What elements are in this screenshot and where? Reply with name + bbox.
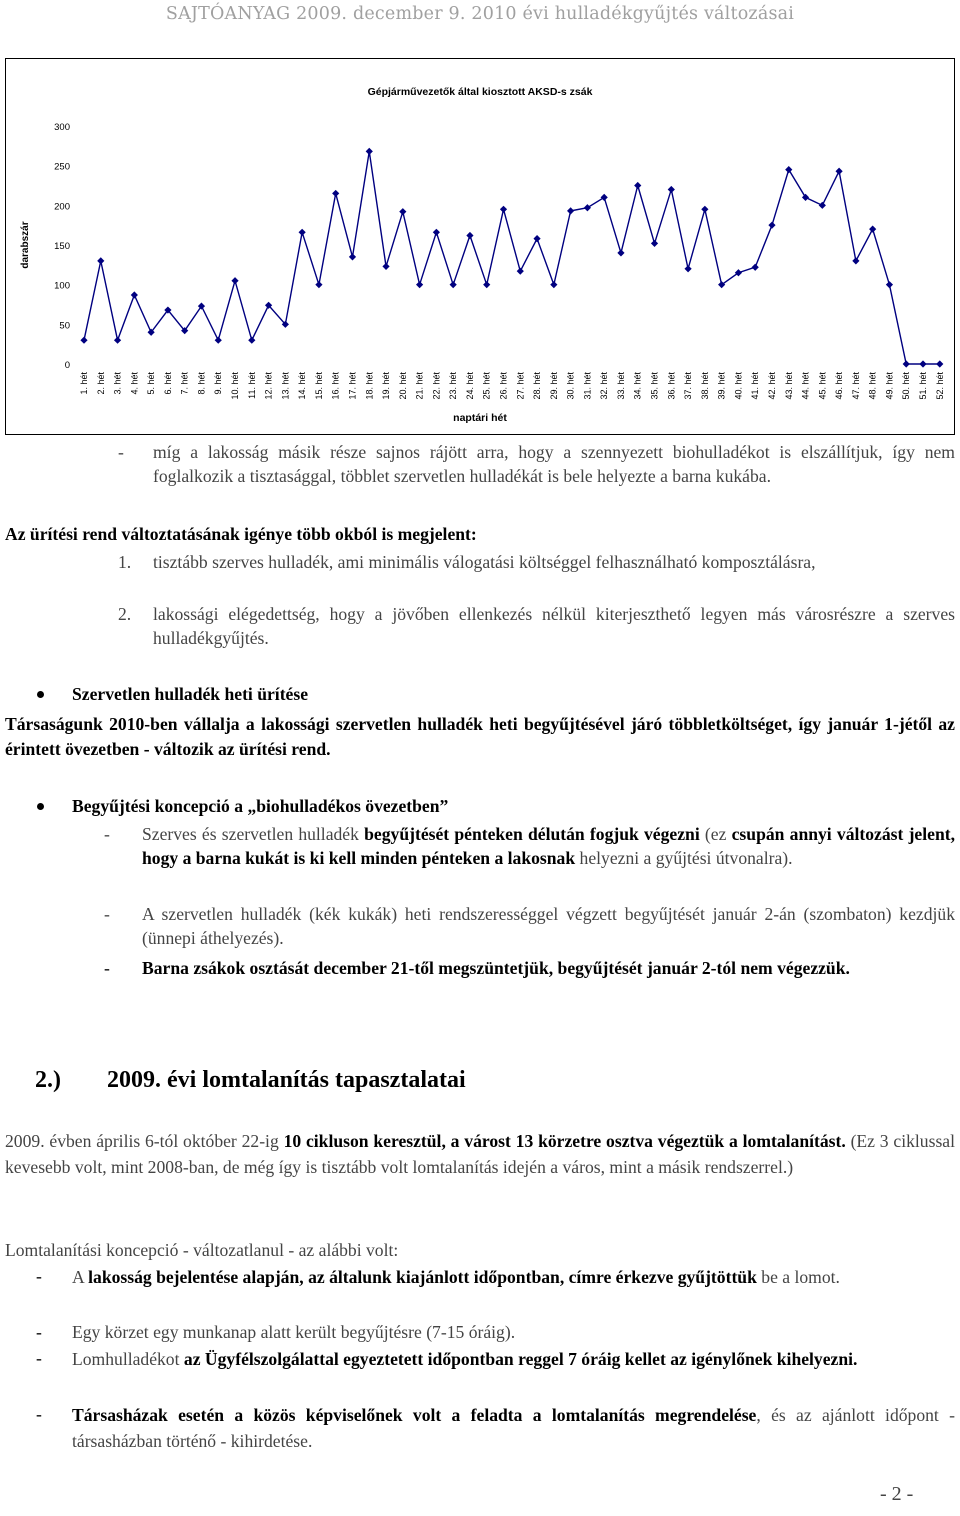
data-point bbox=[668, 186, 675, 193]
dash-marker: - bbox=[104, 904, 110, 924]
x-tick-label: 37. hét bbox=[683, 372, 694, 400]
dash-marker: - bbox=[36, 1404, 42, 1424]
text-run: Lomhulladékot bbox=[72, 1349, 184, 1369]
list-item-friday-collection bbox=[142, 822, 955, 870]
document-header: SAJTÓANYAG 2009. december 9. 2010 évi hulladékgyűjtés változásai bbox=[165, 4, 795, 24]
list-item-one-district: Egy körzet egy munkanap alatt került begyűjtésre (7-15 óráig). bbox=[72, 1322, 516, 1342]
data-point bbox=[483, 281, 490, 288]
data-point bbox=[617, 249, 624, 256]
data-point bbox=[114, 337, 121, 344]
data-point bbox=[97, 257, 104, 264]
paragraph-inorganic: Társaságunk 2010-ben vállalja a lakossági szervetlen hulladék heti begyűjtésével járó többletköltséget, így január 1-jétől az érintett övezetben - változik az ürítési rend. bbox=[5, 714, 955, 759]
x-tick-label: 21. hét bbox=[414, 372, 425, 400]
data-point bbox=[450, 281, 457, 288]
x-tick-label: 47. hét bbox=[850, 372, 861, 400]
y-tick-label: 0 bbox=[64, 360, 70, 371]
dash-marker: - bbox=[104, 824, 110, 844]
data-point bbox=[433, 229, 440, 236]
data-point bbox=[332, 190, 339, 197]
x-tick-label: 41. hét bbox=[750, 372, 761, 400]
data-point bbox=[634, 182, 641, 189]
data-point bbox=[550, 281, 557, 288]
y-axis-label: darabszár bbox=[20, 221, 31, 269]
x-tick-label: 23. hét bbox=[448, 372, 459, 400]
data-point bbox=[869, 226, 876, 233]
x-tick-label: 5. hét bbox=[146, 372, 157, 395]
x-tick-label: 2. hét bbox=[95, 372, 106, 395]
x-tick-label: 43. hét bbox=[783, 372, 794, 400]
x-tick-label: 18. hét bbox=[364, 372, 375, 400]
paragraph-1: míg a lakosság másik része sajnos rájött arra, hogy a szennyezett biohulladékot is elszállítjuk, így nem foglalkozik a tisztasággal, többlet szervetlen hulladékát is bele helyezte a barna kukába. bbox=[153, 442, 955, 486]
text-run-bold: az Ügyfélszolgálattal egyeztetett időpontban reggel 7 óráig kellet az igénylőnek kihelyezni. bbox=[183, 1349, 858, 1369]
data-point bbox=[802, 194, 809, 201]
x-tick-label: 25. hét bbox=[481, 372, 492, 400]
data-point bbox=[819, 202, 826, 209]
x-tick-label: 15. hét bbox=[313, 372, 324, 400]
dash-marker: - bbox=[104, 958, 110, 978]
chart-title: Gépjárművezetők által kiosztott AKSD-s zsák bbox=[367, 86, 593, 98]
bullet-icon bbox=[37, 803, 44, 810]
text-run-bold: csupán annyi változást jelent, hogy a barna kukát is ki kell minden pénteken a lakosnak bbox=[142, 824, 955, 868]
x-tick-label: 39. hét bbox=[716, 372, 727, 400]
data-point bbox=[517, 268, 524, 275]
x-tick-label: 3. hét bbox=[112, 372, 123, 395]
numbered-item-2: lakossági elégedettség, hogy a jövőben ellenkezés nélkül kiterjeszthető legyen más városrészre a szerves hulladékgyűjtés. bbox=[153, 604, 955, 648]
data-point bbox=[785, 166, 792, 173]
data-point bbox=[903, 360, 910, 367]
x-tick-label: 52. hét bbox=[934, 372, 945, 400]
data-point bbox=[382, 263, 389, 270]
x-tick-label: 45. hét bbox=[817, 372, 828, 400]
paragraph-concept: Lomtalanítási koncepció - változatlanul - az alábbi volt: bbox=[5, 1240, 399, 1260]
text-run: (Ez 3 ciklussal kevesebb volt, mint 2008-ban, de még így is tisztább volt lomtalanítás idején a város, mint a másik rendszerrel.) bbox=[5, 1131, 955, 1177]
x-tick-label: 31. hét bbox=[582, 372, 593, 400]
x-tick-label: 30. hét bbox=[565, 372, 576, 400]
data-point bbox=[584, 204, 591, 211]
data-point bbox=[684, 265, 691, 272]
text-run: (ez bbox=[699, 824, 732, 844]
section-number: 2.) bbox=[35, 1067, 61, 1093]
list-item-registration bbox=[72, 1264, 955, 1290]
list-item-condominiums bbox=[72, 1402, 955, 1454]
data-point bbox=[768, 222, 775, 229]
data-point bbox=[349, 253, 356, 260]
y-tick-label: 300 bbox=[54, 122, 70, 133]
list-number-2: 2. bbox=[118, 604, 132, 624]
data-point bbox=[852, 257, 859, 264]
dash-marker: - bbox=[118, 442, 124, 462]
data-point bbox=[366, 148, 373, 155]
y-tick-label: 200 bbox=[54, 201, 70, 213]
line-chart bbox=[5, 58, 955, 435]
chart-svg bbox=[6, 59, 954, 434]
data-point bbox=[315, 281, 322, 288]
bullet-title-collection: Begyűjtési koncepció a „biohulladékos övezetben” bbox=[72, 796, 449, 816]
x-tick-label: 48. hét bbox=[867, 372, 878, 400]
data-point bbox=[919, 360, 926, 367]
list-item-placement bbox=[72, 1346, 955, 1372]
x-tick-label: 28. hét bbox=[532, 372, 543, 400]
section-title: 2009. évi lomtalanítás tapasztalatai bbox=[107, 1067, 466, 1093]
x-tick-label: 4. hét bbox=[129, 372, 140, 395]
data-point bbox=[701, 206, 708, 213]
list-number-1: 1. bbox=[118, 552, 132, 572]
x-tick-label: 49. hét bbox=[884, 372, 895, 400]
x-tick-label: 12. hét bbox=[263, 372, 274, 400]
dash-marker: - bbox=[36, 1266, 42, 1286]
data-point bbox=[416, 281, 423, 288]
text-run: be a lomot. bbox=[756, 1267, 840, 1287]
text-run: helyezni a gyűjtési útvonalra). bbox=[575, 848, 793, 868]
data-point bbox=[936, 360, 943, 367]
x-tick-label: 16. hét bbox=[330, 372, 341, 400]
data-point bbox=[248, 337, 255, 344]
page-number: - 2 - bbox=[880, 1483, 914, 1505]
x-tick-label: 33. hét bbox=[615, 372, 626, 400]
data-point bbox=[231, 277, 238, 284]
x-tick-label: 24. hét bbox=[464, 372, 475, 400]
x-tick-label: 35. hét bbox=[649, 372, 660, 400]
x-tick-label: 6. hét bbox=[162, 372, 173, 395]
list-item-brown-bags: Barna zsákok osztását december 21-től megszüntetjük, begyűjtését január 2-tól nem végezzük. bbox=[142, 958, 850, 978]
data-point bbox=[886, 281, 893, 288]
x-tick-label: 38. hét bbox=[699, 372, 710, 400]
data-point bbox=[651, 240, 658, 247]
data-point bbox=[500, 206, 507, 213]
x-tick-label: 8. hét bbox=[196, 372, 207, 395]
data-point bbox=[466, 232, 473, 239]
y-tick-label: 100 bbox=[54, 280, 70, 292]
text-run: , és az ajánlott időpont - társasházban történő - kihirdetése. bbox=[72, 1405, 955, 1451]
text-run-bold: begyűjtését pénteken délután fogjuk végezni bbox=[364, 824, 700, 844]
heading-change-reasons: Az ürítési rend változtatásának igénye több okból is megjelent: bbox=[5, 524, 477, 544]
data-point bbox=[752, 264, 759, 271]
data-point bbox=[299, 229, 306, 236]
x-tick-label: 14. hét bbox=[297, 372, 308, 400]
text-run: Szerves és szervetlen hulladék bbox=[142, 824, 365, 844]
text-run-bold: 10 cikluson keresztül, a várost 13 körzetre osztva végeztük a lomtalanítást. bbox=[283, 1131, 846, 1151]
list-item-blue-bins: A szervetlen hulladék (kék kukák) heti rendszerességgel végzett begyűjtését január 2-án (szombaton) kezdjük (ünnepi áthelyezés). bbox=[142, 904, 955, 948]
y-tick-label: 150 bbox=[54, 241, 70, 252]
x-tick-label: 7. hét bbox=[179, 372, 190, 395]
x-tick-label: 51. hét bbox=[918, 372, 928, 400]
data-point bbox=[567, 207, 574, 214]
x-tick-label: 29. hét bbox=[548, 372, 559, 400]
y-tick-label: 250 bbox=[54, 161, 70, 173]
x-tick-label: 46. hét bbox=[834, 372, 845, 400]
x-tick-label: 19. hét bbox=[381, 372, 392, 400]
x-tick-label: 34. hét bbox=[632, 372, 643, 400]
data-point bbox=[131, 291, 138, 298]
data-point bbox=[533, 235, 540, 242]
numbered-item-1: tisztább szerves hulladék, ami minimális válogatási költséggel felhasználható komposztálásra, bbox=[153, 552, 816, 572]
text-run-bold: Társasházak esetén a közös képviselőnek volt a feladta a lomtalanítás megrendelése bbox=[72, 1405, 757, 1425]
bullet-title-inorganic: Szervetlen hulladék heti ürítése bbox=[72, 684, 309, 704]
y-tick-label: 50 bbox=[59, 320, 70, 332]
x-tick-label: 17. hét bbox=[347, 372, 358, 400]
dash-marker: - bbox=[36, 1348, 42, 1368]
x-tick-label: 9. hét bbox=[213, 372, 224, 395]
data-point bbox=[215, 337, 222, 344]
data-point bbox=[80, 337, 87, 344]
x-axis-label: naptári hét bbox=[453, 412, 507, 424]
text-run: 2009. évben április 6-tól október 22-ig bbox=[5, 1131, 284, 1151]
x-tick-label: 42. hét bbox=[766, 372, 777, 400]
x-tick-label: 32. hét bbox=[599, 372, 610, 400]
x-tick-label: 27. hét bbox=[515, 372, 526, 400]
x-tick-label: 20. hét bbox=[397, 372, 408, 400]
data-point bbox=[836, 168, 843, 175]
paragraph-lomtalanitas bbox=[5, 1128, 955, 1180]
series-line bbox=[84, 151, 940, 364]
x-tick-label: 50. hét bbox=[901, 372, 912, 400]
x-tick-label: 1. hét bbox=[79, 372, 89, 395]
x-tick-label: 44. hét bbox=[800, 372, 811, 400]
text-run-bold: lakosság bejelentése alapján, az általunk kiajánlott időpontban, címre érkezve gyűjtöttük bbox=[88, 1267, 757, 1287]
x-tick-label: 40. hét bbox=[733, 372, 744, 400]
x-tick-label: 13. hét bbox=[280, 372, 291, 400]
x-tick-label: 22. hét bbox=[431, 372, 442, 400]
text-run: A bbox=[72, 1267, 89, 1287]
x-tick-label: 36. hét bbox=[666, 372, 677, 400]
data-point bbox=[601, 194, 608, 201]
data-point bbox=[399, 208, 406, 215]
dash-marker: - bbox=[36, 1322, 42, 1342]
x-tick-label: 26. hét bbox=[498, 372, 509, 400]
bullet-icon bbox=[37, 691, 44, 698]
x-tick-label: 10. hét bbox=[230, 372, 241, 400]
x-tick-label: 11. hét bbox=[246, 372, 257, 399]
